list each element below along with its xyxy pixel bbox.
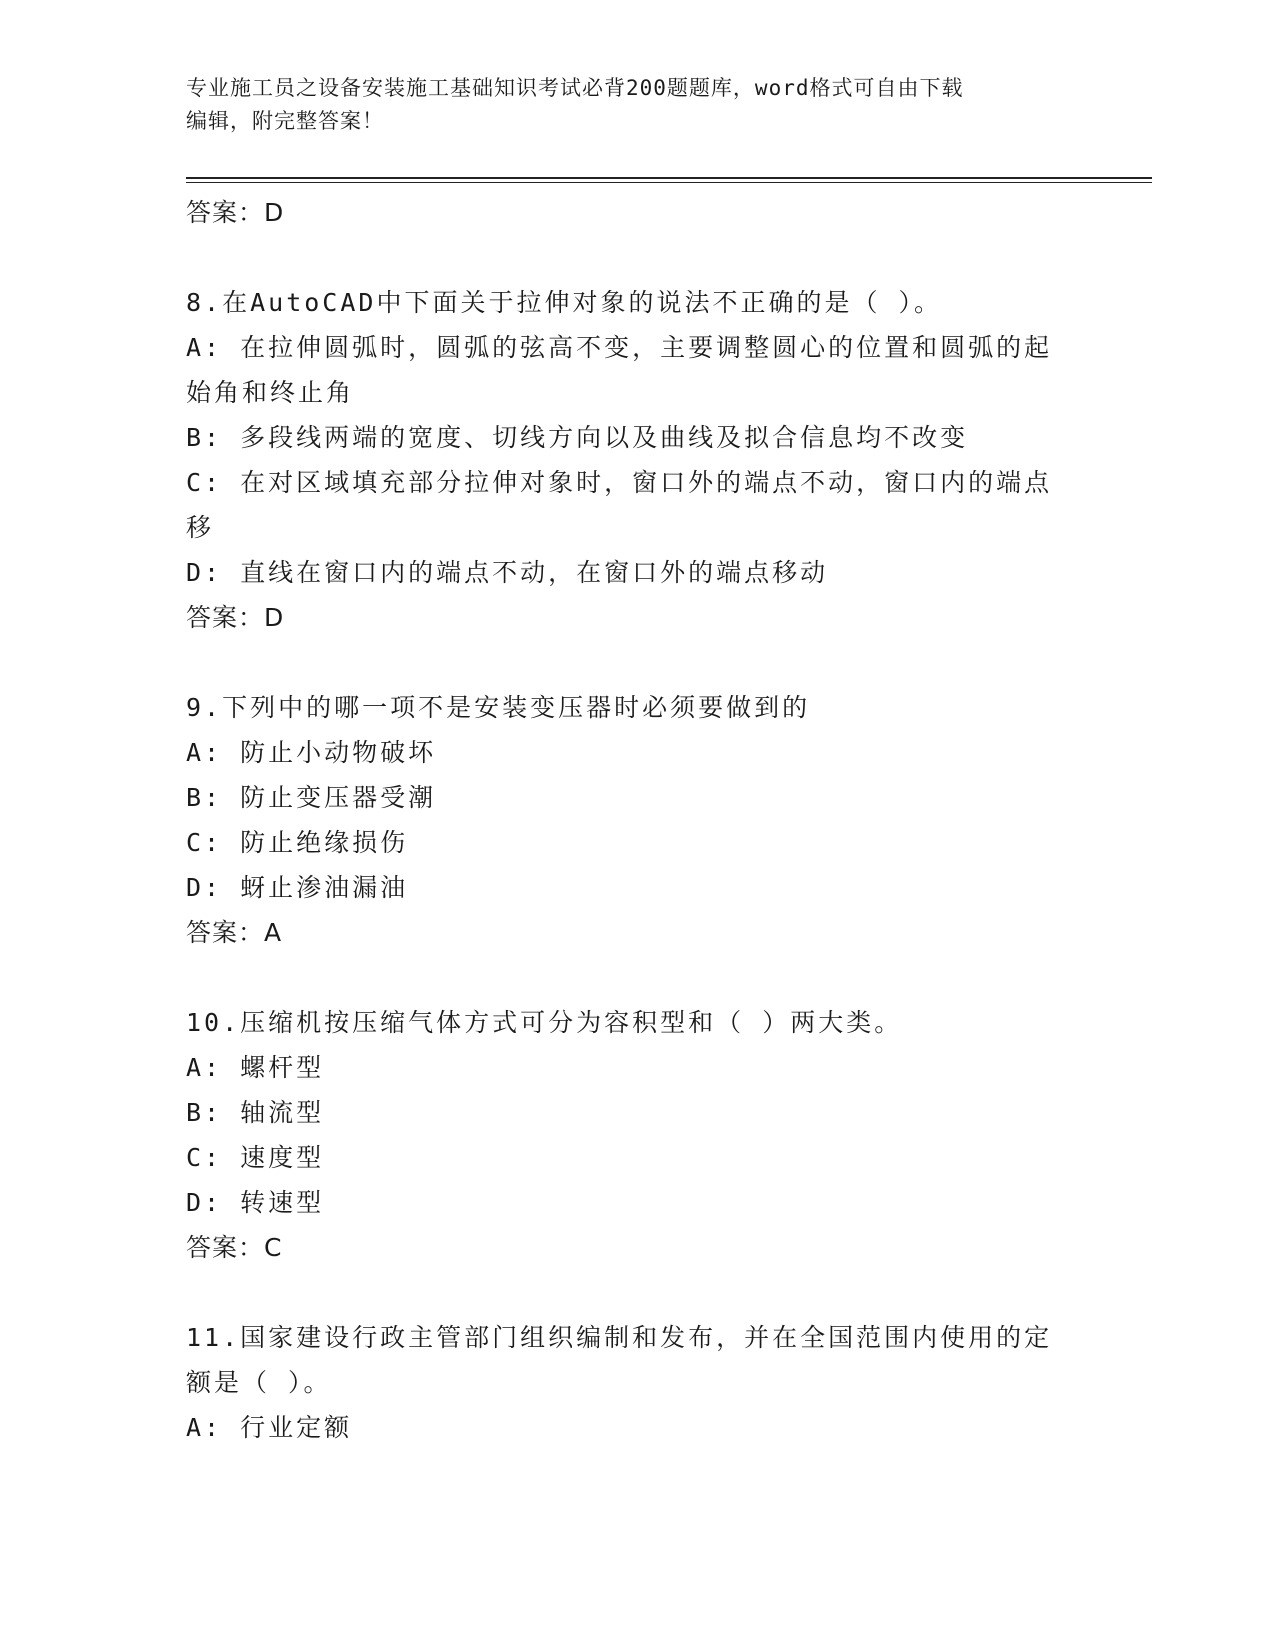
option-c: C: 防止绝缘损伤: [186, 828, 409, 857]
option-b: B: 轴流型: [186, 1098, 325, 1127]
header-line-2: 编辑，附完整答案！: [186, 109, 384, 133]
option-d: D: 转速型: [186, 1188, 325, 1217]
question-9: [186, 685, 1086, 955]
option-a: A: 行业定额: [186, 1413, 353, 1442]
option-d: D: 蚜止渗油漏油: [186, 873, 409, 902]
spacer: [186, 640, 1086, 685]
option-a-cont: 始角和终止角: [186, 378, 355, 407]
question-11: [186, 1315, 1086, 1450]
question-stem: 9.下列中的哪一项不是安装变压器时必须要做到的: [186, 693, 811, 722]
header-rule-thin: [186, 182, 1152, 183]
header-line-1: 专业施工员之设备安装施工基础知识考试必背200题题库，word格式可自由下载: [186, 76, 964, 100]
option-b: B: 防止变压器受潮: [186, 783, 437, 812]
answer: 答案：C: [186, 1233, 283, 1262]
option-c-cont: 移: [186, 513, 215, 542]
header-rule-thick: [186, 177, 1152, 179]
question-8: [186, 280, 1086, 640]
question-stem: 11.国家建设行政主管部门组织编制和发布，并在全国范围内使用的定: [186, 1323, 1053, 1352]
answer: 答案：A: [186, 918, 283, 947]
document-header: [186, 72, 1066, 138]
option-b: B: 多段线两端的宽度、切线方向以及曲线及拟合信息均不改变: [186, 423, 969, 452]
question-10: [186, 1000, 1086, 1270]
question-stem-cont: 额是（ ）。: [186, 1368, 332, 1397]
question-stem: 10.压缩机按压缩气体方式可分为容积型和（ ）两大类。: [186, 1008, 903, 1037]
answer: 答案：D: [186, 603, 285, 632]
option-a: A: 防止小动物破坏: [186, 738, 437, 767]
question-stem: 8.在AutoCAD中下面关于拉伸对象的说法不正确的是（ ）。: [186, 288, 943, 317]
option-d: D: 直线在窗口内的端点不动，在窗口外的端点移动: [186, 558, 829, 587]
option-a: A: 在拉伸圆弧时，圆弧的弦高不变，主要调整圆心的位置和圆弧的起: [186, 333, 1053, 362]
spacer: [186, 955, 1086, 1000]
option-c: C: 速度型: [186, 1143, 325, 1172]
option-a: A: 螺杆型: [186, 1053, 325, 1082]
spacer: [186, 235, 1086, 280]
question-list: [186, 190, 1086, 1450]
option-c: C: 在对区域填充部分拉伸对象时，窗口外的端点不动，窗口内的端点: [186, 468, 1053, 497]
previous-answer: 答案：D: [186, 198, 285, 227]
spacer: [186, 1270, 1086, 1315]
